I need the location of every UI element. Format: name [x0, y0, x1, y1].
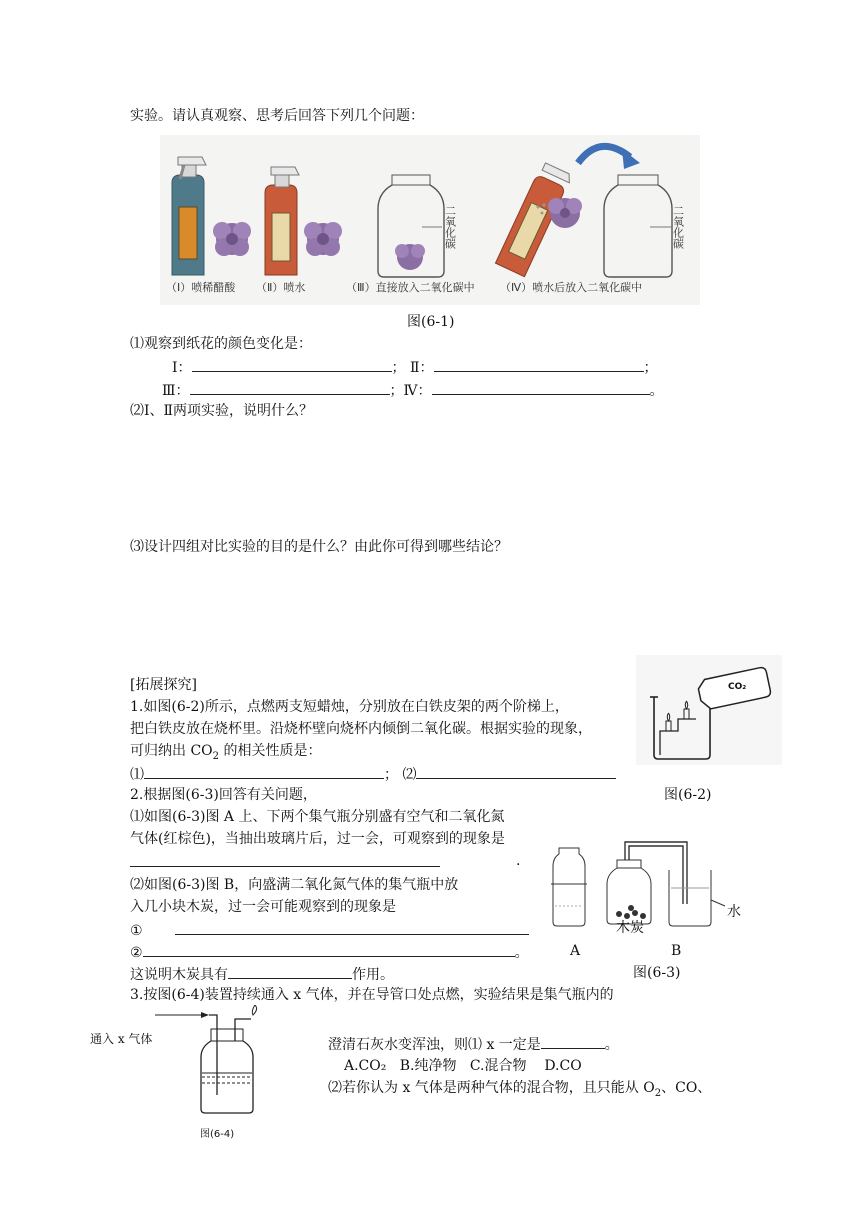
q1-row-1 — [172, 356, 658, 378]
answer-blank-p1-2[interactable] — [416, 763, 616, 779]
option-c[interactable]: C.混合物 — [469, 1058, 527, 1074]
water-label: 水 — [727, 904, 741, 920]
p1-line-3-a: 可归纳出 CO — [130, 743, 213, 759]
caption-4: （Ⅳ）喷水后放入二氧化碳中 — [500, 281, 643, 294]
period: 。 — [514, 945, 529, 961]
intro-text: 实验。请认真观察、思考后回答下列几个问题： — [130, 108, 424, 124]
option-b[interactable]: B.纯净物 — [399, 1058, 457, 1074]
p2-line-5-a: 这说明木炭具有 — [130, 967, 228, 983]
figure-6-3-A: A — [570, 943, 581, 959]
q3-text: ⑶设计四组对比实验的目的是什么？由此你可得到哪些结论？ — [130, 539, 508, 555]
label-ii: Ⅱ： — [409, 360, 434, 376]
separator: ； — [643, 360, 658, 376]
option-d[interactable]: D.CO — [544, 1058, 582, 1074]
p3-line-2-a: 澄清石灰水变浑浊，则⑴ x 一定是 — [328, 1037, 541, 1053]
answer-blank-iv[interactable] — [432, 379, 650, 395]
p2-q2-line-2: 入几小块木炭，过一会可能观察到的现象是 — [130, 899, 396, 915]
p2-q2-answer-2 — [130, 941, 529, 963]
p2-q1-period: . — [516, 853, 521, 869]
figure-6-1-label: 图(6-1) — [407, 314, 455, 330]
gas-washing-bottle-icon — [201, 1029, 253, 1113]
p3-line-1: 3.按图(6-4)装置持续通入 x 气体，并在导管口处点燃，实验结果是集气瓶内的 — [130, 987, 614, 1003]
answer-blank-i[interactable] — [192, 356, 392, 372]
figure-6-3 — [545, 840, 765, 940]
p1-label-1: ⑴ — [130, 767, 144, 783]
water-beaker-icon — [669, 870, 725, 926]
p2-q2-line-5 — [130, 963, 394, 985]
label-iv: Ⅳ： — [403, 383, 432, 399]
q1-row-2 — [162, 379, 664, 401]
separator: ； — [384, 767, 398, 783]
subscript-2: 2 — [212, 750, 220, 762]
p2-line-1: 2.根据图(6-3)回答有关问题， — [130, 787, 317, 803]
option-a[interactable]: A.CO₂ — [344, 1058, 387, 1074]
circled-1: ① — [130, 923, 143, 939]
separator: ； — [389, 383, 404, 399]
figure-6-4-label: 图(6-4) — [200, 1129, 235, 1140]
answer-blank-p2-2a[interactable] — [175, 919, 529, 935]
jar-4-label: 二氧化碳 — [671, 205, 685, 249]
p3-line-4-a: ⑵若你认为 x 气体是两种气体的混合物，且只能从 O — [328, 1080, 655, 1096]
p1-line-1: 1.如图(6-2)所示，点燃两支短蜡烛，分别放在白铁皮架的两个阶梯上， — [130, 699, 569, 715]
answer-blank-p2-3[interactable] — [228, 963, 352, 979]
paper-flower-2-icon — [304, 222, 342, 256]
caption-1: （Ⅰ）喷稀醋酸 — [166, 281, 236, 294]
paper-flower-1-icon — [213, 222, 251, 256]
gas-jar-B-icon — [607, 860, 651, 924]
figure-6-3-B: B — [671, 943, 682, 959]
answer-blank-p2-1[interactable] — [130, 851, 440, 867]
p3-options — [344, 1056, 582, 1076]
p3-line-4 — [328, 1078, 711, 1104]
figure-6-4 — [155, 1005, 275, 1140]
gas-inlet-label: 通入 x 气体 — [90, 1032, 153, 1046]
p1-label-2: ⑵ — [402, 767, 417, 783]
label-i: Ⅰ： — [172, 360, 192, 376]
caption-2: （Ⅱ）喷水 — [256, 281, 306, 294]
circled-2: ② — [130, 945, 143, 961]
p3-line-4-b: 、CO、 — [661, 1080, 712, 1096]
figure-6-2 — [636, 655, 782, 765]
p1-line-2: 把白铁皮放在烧杯里。沿烧杯壁向烧杯内倾倒二氧化碳。根据实验的现象， — [130, 721, 592, 737]
answer-blank-p3-1[interactable] — [541, 1033, 605, 1049]
flame-icon — [252, 1005, 256, 1015]
stacked-jars-A-icon — [551, 848, 587, 926]
co2-label: CO₂ — [728, 682, 747, 692]
extension-title: [拓展探究] — [130, 677, 197, 693]
p2-q1-answer — [130, 851, 440, 873]
p1-answers — [130, 763, 616, 785]
p2-q2-answer-1 — [130, 919, 529, 941]
p2-q1-line-1: ⑴如图(6-3)图 A 上、下两个集气瓶分别盛有空气和二氧化氮 — [130, 809, 505, 825]
p1-line-3-b: 的相关性质是： — [219, 743, 322, 759]
jar-3-label: 二氧化碳 — [443, 205, 457, 249]
answer-blank-iii[interactable] — [190, 379, 390, 395]
q2-text: ⑵Ⅰ、Ⅱ两项实验，说明什么？ — [130, 403, 314, 419]
delivery-tube-icon — [625, 842, 687, 904]
figure-6-3-label: 图(6-3) — [633, 965, 681, 981]
answer-blank-p1-1[interactable] — [144, 763, 384, 779]
p2-q1-line-2: 气体(红棕色)，当抽出玻璃片后，过一会，可观察到的现象是 — [130, 831, 505, 847]
q1-text: ⑴观察到纸花的颜色变化是： — [130, 336, 312, 352]
period: 。 — [649, 383, 664, 399]
subscript-2: 2 — [654, 1087, 662, 1099]
p3-line-2-b: 。 — [604, 1037, 619, 1053]
separator: ； — [391, 360, 406, 376]
label-iii: Ⅲ： — [162, 383, 190, 399]
caption-3: （Ⅲ）直接放入二氧化碳中 — [346, 281, 475, 294]
answer-blank-p2-2b[interactable] — [143, 941, 515, 957]
charcoal-label: 木炭 — [616, 920, 644, 936]
answer-blank-ii[interactable] — [434, 356, 644, 372]
p2-q2-line-1: ⑵如图(6-3)图 B，向盛满二氧化氮气体的集气瓶中放 — [130, 877, 459, 893]
p2-line-5-b: 作用。 — [352, 967, 394, 983]
p3-line-2 — [328, 1033, 619, 1055]
figure-6-2-label: 图(6-2) — [664, 787, 712, 803]
